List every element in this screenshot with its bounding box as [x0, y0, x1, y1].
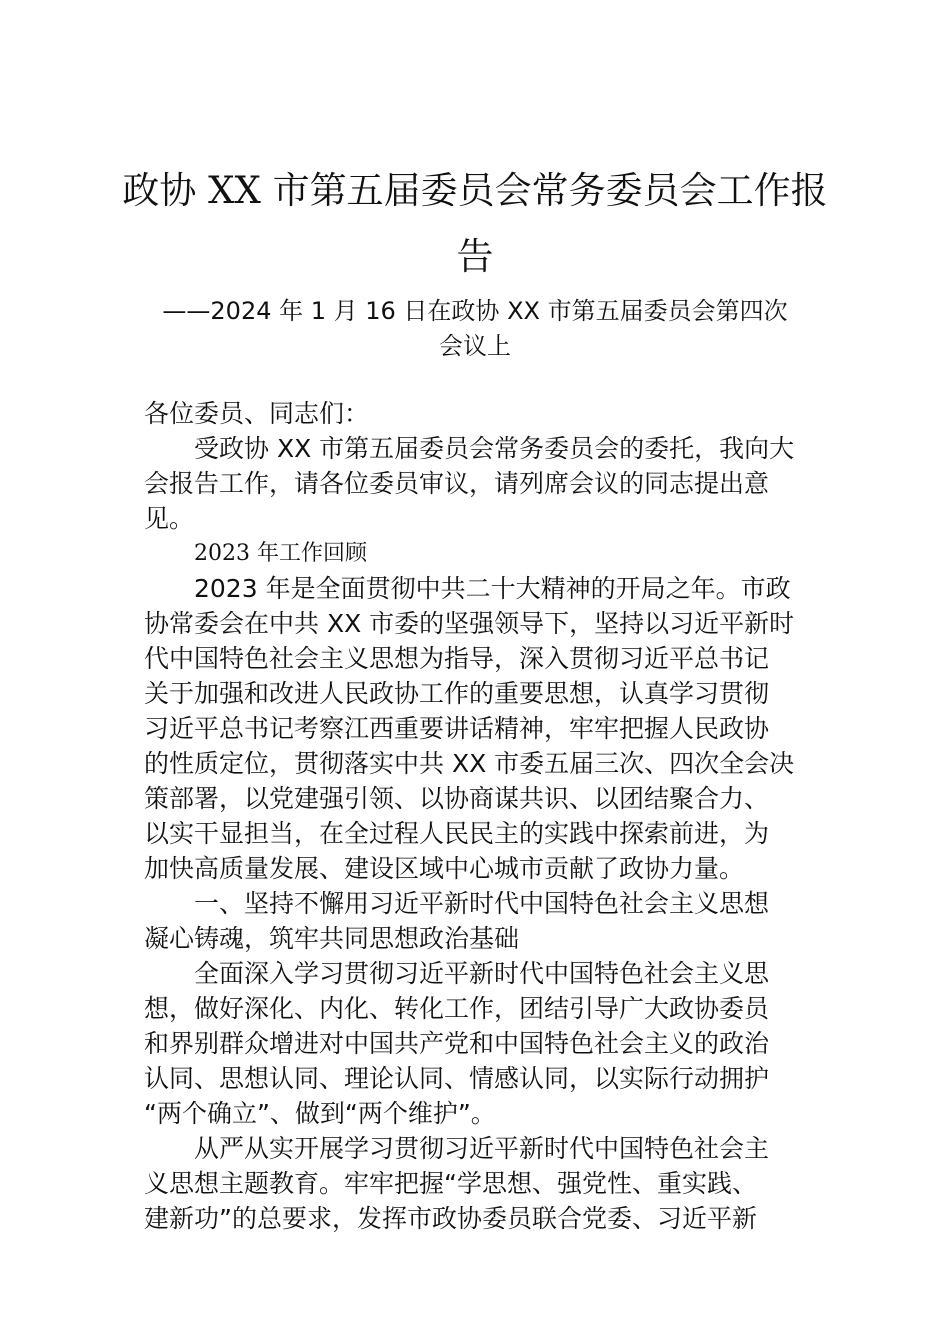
document-subtitle-line-1: ——2024 年 1 月 16 日在政协 XX 市第五届委员会第四次	[162, 297, 788, 325]
body-line: 加快高质量发展、建设区域中心城市贡献了政协力量。	[144, 854, 745, 883]
body-line: 策部署，以党建强引领、以协商谋共识、以团结聚合力、	[144, 784, 770, 813]
body-line: 2023 年是全面贯彻中共二十大精神的开局之年。市政	[194, 574, 791, 603]
body-line: 受政协 XX 市第五届委员会常务委员会的委托，我向大	[194, 434, 795, 463]
body-line: 全面深入学习贯彻习近平新时代中国特色社会主义思	[194, 959, 770, 988]
body-line: 认同、思想认同、理论认同、情感认同，以实际行动拥护	[144, 1064, 770, 1093]
body-line: 义思想主题教育。牢牢把握“学思想、强党性、重实践、	[144, 1169, 757, 1198]
document-title-line-1: 政协 XX 市第五届委员会常务委员会工作报	[122, 169, 828, 212]
body-line: 从严从实开展学习贯彻习近平新时代中国特色社会主	[194, 1134, 770, 1163]
body-line: 习近平总书记考察江西重要讲话精神，牢牢把握人民政协	[144, 714, 770, 743]
body-line: 会报告工作，请各位委员审议，请列席会议的同志提出意	[144, 469, 770, 498]
body-line: 想，做好深化、内化、转化工作，团结引导广大政协委员	[144, 994, 770, 1023]
body-line: 见。	[144, 504, 195, 533]
body-line: 的性质定位，贯彻落实中共 XX 市委五届三次、四次全会决	[144, 749, 795, 778]
section-heading: 一、坚持不懈用习近平新时代中国特色社会主义思想	[194, 889, 770, 918]
body-line: 建新功”的总要求，发挥市政协委员联合党委、习近平新	[144, 1204, 757, 1233]
section-heading: 凝心铸魂，筑牢共同思想政治基础	[144, 924, 520, 953]
section-heading: 2023 年工作回顾	[194, 541, 367, 566]
salutation: 各位委员、同志们：	[144, 399, 370, 428]
document-title-line-2: 告	[456, 235, 494, 278]
document-body	[144, 396, 844, 1236]
document-subtitle-line-2: 会议上	[439, 332, 511, 360]
body-line: 协常委会在中共 XX 市委的坚强领导下，坚持以习近平新时	[144, 609, 795, 638]
body-line: “两个确立”、做到“两个维护”。	[144, 1099, 496, 1128]
body-line: 和界别群众增进对中国共产党和中国特色社会主义的政治	[144, 1029, 770, 1058]
body-line: 代中国特色社会主义思想为指导，深入贯彻习近平总书记	[144, 644, 770, 673]
body-line: 关于加强和改进人民政协工作的重要思想，认真学习贯彻	[144, 679, 770, 708]
body-line: 以实干显担当，在全过程人民民主的实践中探索前进，为	[144, 819, 770, 848]
